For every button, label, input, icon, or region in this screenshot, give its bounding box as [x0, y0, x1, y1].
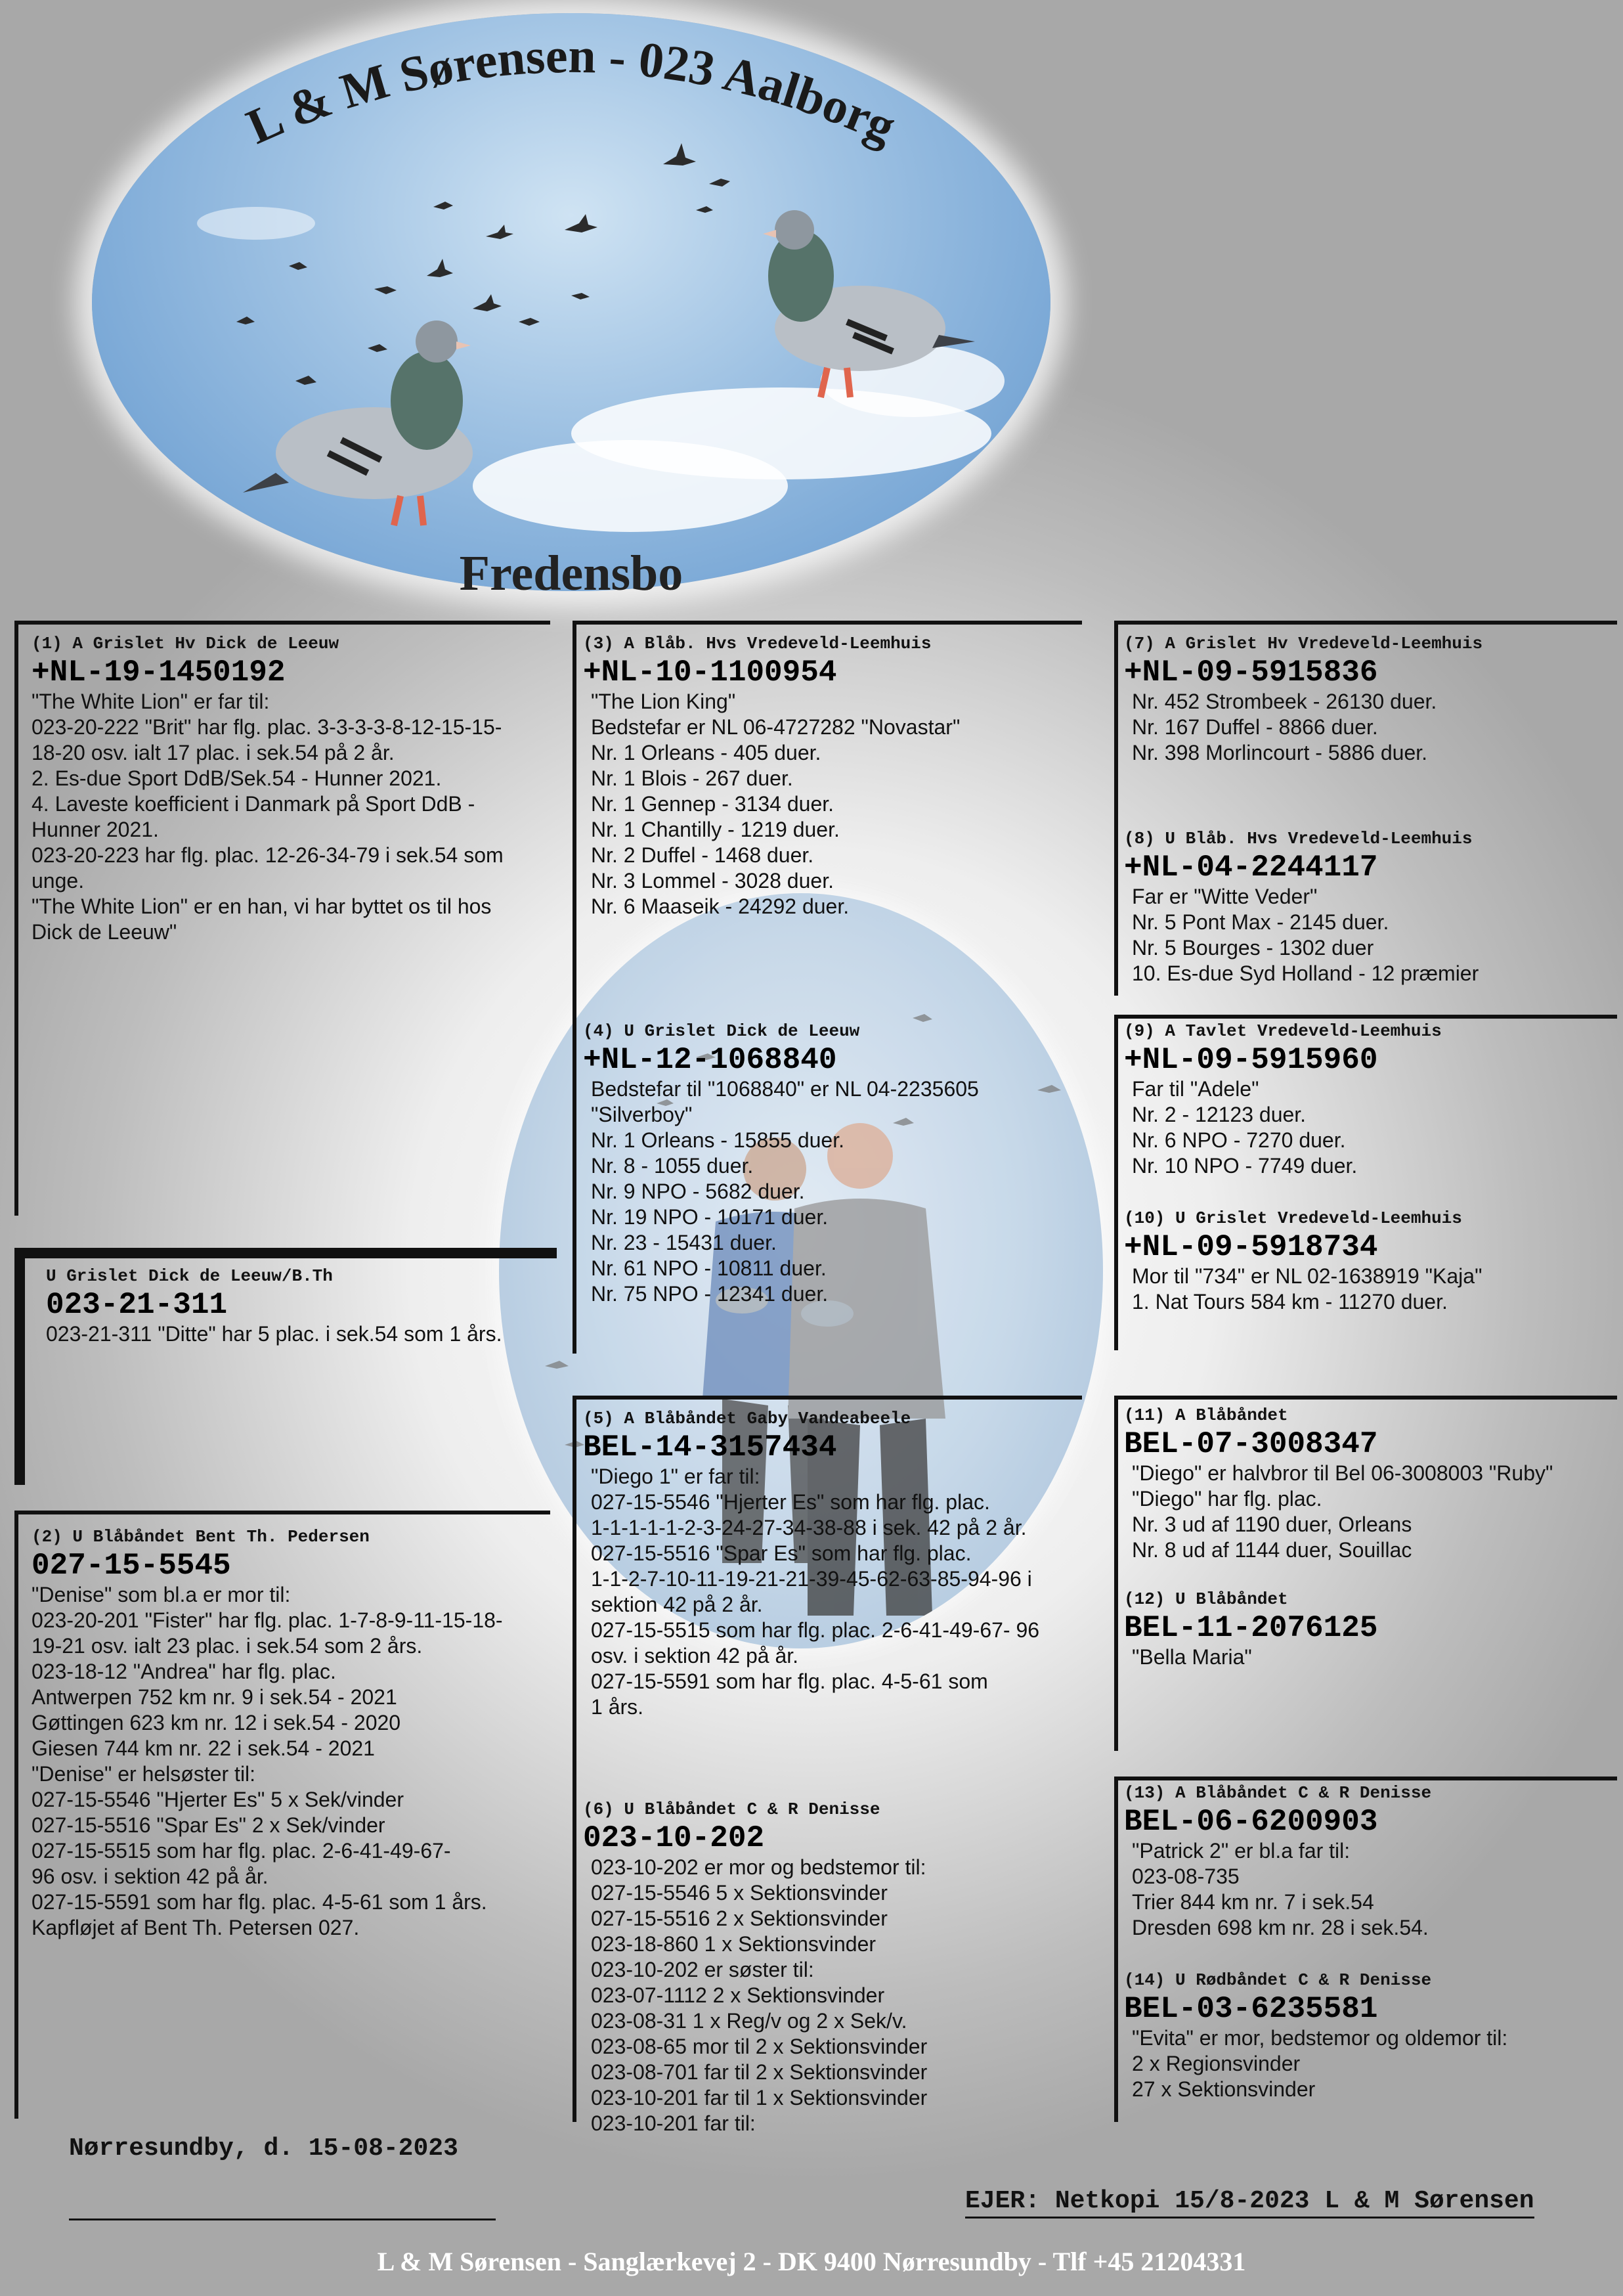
entry-line: Nr. 61 NPO - 10811 duer. — [591, 1256, 827, 1280]
pedigree-entry-7 — [1124, 634, 1616, 766]
entry-header: (11) A Blåbåndet — [1124, 1405, 1288, 1425]
ring-number: BEL-03-6235581 — [1124, 1992, 1378, 2026]
entry-line: Hunner 2021. — [32, 818, 159, 841]
entry-line: 023-21-311 "Ditte" har 5 plac. i sek.54 som 1 års. — [46, 1322, 502, 1346]
ring-number: 023-21-311 — [46, 1288, 228, 1322]
entry-line: 027-15-5516 "Spar Es" som har flg. plac. — [591, 1541, 972, 1565]
ring-number: 023-10-202 — [583, 1821, 765, 1855]
ring-number: BEL-06-6200903 — [1124, 1805, 1378, 1839]
entry-line: Nr. 3 ud af 1190 duer, Orleans — [1132, 1512, 1412, 1536]
pedigree-entry-13 — [1124, 1783, 1616, 1941]
entry-line: Nr. 3 Lommel - 3028 duer. — [591, 869, 834, 893]
ring-number: +NL-10-1100954 — [583, 655, 837, 690]
entry-header: (13) A Blåbåndet C & R Denisse — [1124, 1783, 1432, 1803]
pedigree-entry-4 — [583, 1021, 1082, 1307]
owner-line: EJER: Netkopi 15/8-2023 L & M Sørensen — [965, 2187, 1534, 2219]
pedigree-entry-2 — [32, 1527, 550, 1941]
pedigree-entry-3 — [583, 634, 1082, 919]
entry-line: 10. Es-due Syd Holland - 12 præmier — [1132, 961, 1479, 985]
entry-line: "Denise" som bl.a er mor til: — [32, 1583, 291, 1606]
entry-line: 1. Nat Tours 584 km - 11270 duer. — [1132, 1290, 1448, 1314]
place-date: Nørresundby, d. 15-08-2023 — [69, 2134, 458, 2163]
entry-line: 027-15-5515 som har flg. plac. 2-6-41-49-67- 96 — [591, 1618, 1040, 1642]
entry-line: Nr. 8 ud af 1144 duer, Souillac — [1132, 1538, 1412, 1562]
entry-line: Trier 844 km nr. 7 i sek.54 — [1132, 1890, 1374, 1914]
entry-line: Nr. 1 Gennep - 3134 duer. — [591, 792, 834, 816]
entry-line: Far til "Adele" — [1132, 1077, 1259, 1101]
entry-line: Dick de Leeuw" — [32, 920, 177, 944]
entry-header: U Grislet Dick de Leeuw/B.Th — [46, 1266, 333, 1286]
pedigree-entry-10 — [1124, 1208, 1616, 1315]
entry-line: Gøttingen 623 km nr. 12 i sek.54 - 2020 — [32, 1711, 401, 1734]
entry-line: Nr. 1 Orleans - 15855 duer. — [591, 1128, 844, 1152]
entry-line: 023-20-223 har flg. plac. 12-26-34-79 i sek.54 som — [32, 843, 504, 867]
entry-header: (6) U Blåbåndet C & R Denisse — [583, 1799, 880, 1819]
entry-header: (12) U Blåbåndet — [1124, 1589, 1288, 1609]
pedigree-entry-1 — [32, 634, 550, 945]
entry-line: 027-15-5516 2 x Sektionsvinder — [591, 1907, 888, 1930]
entry-line: Nr. 1 Orleans - 405 duer. — [591, 741, 821, 764]
entry-line: Nr. 5 Pont Max - 2145 duer. — [1132, 910, 1389, 934]
entry-line: 027-15-5515 som har flg. plac. 2-6-41-49-67- — [32, 1839, 451, 1863]
entry-line: Nr. 6 NPO - 7270 duer. — [1132, 1128, 1346, 1152]
entry-line: 023-08-701 far til 2 x Sektionsvinder — [591, 2060, 928, 2084]
entry-line: 023-10-202 er mor og bedstemor til: — [591, 1855, 926, 1879]
entry-line: Bedstefar er NL 06-4727282 "Novastar" — [591, 715, 961, 739]
entry-line: Nr. 23 - 15431 duer. — [591, 1231, 777, 1254]
ring-number: +NL-09-5918734 — [1124, 1230, 1378, 1264]
loft-name: Fredensbo — [459, 546, 683, 601]
entry-line: 023-10-202 er søster til: — [591, 1958, 814, 1981]
entry-line: 023-08-31 1 x Reg/v og 2 x Sek/v. — [591, 2009, 907, 2033]
entry-line: 023-20-222 "Brit" har flg. plac. 3-3-3-3-8-12-15-15- — [32, 715, 502, 739]
entry-line: Dresden 698 km nr. 28 i sek.54. — [1132, 1916, 1429, 1939]
entry-header: (7) A Grislet Hv Vredeveld-Leemhuis — [1124, 634, 1483, 653]
ring-number: BEL-14-3157434 — [583, 1430, 837, 1465]
entry-line: 2. Es-due Sport DdB/Sek.54 - Hunner 2021. — [32, 766, 442, 790]
entry-line: Nr. 398 Morlincourt - 5886 duer. — [1132, 741, 1428, 764]
entry-line: Nr. 10 NPO - 7749 duer. — [1132, 1154, 1358, 1178]
entry-line: Nr. 1 Chantilly - 1219 duer. — [591, 818, 840, 841]
entry-line: "The Lion King" — [591, 690, 736, 713]
entry-line: Nr. 1 Blois - 267 duer. — [591, 766, 793, 790]
entry-line: 023-10-201 far til: — [591, 2111, 756, 2135]
entry-line: Nr. 6 Maaseik - 24292 duer. — [591, 894, 850, 918]
entry-line: "Bella Maria" — [1132, 1645, 1252, 1669]
entry-line: "Silverboy" — [591, 1103, 693, 1126]
entry-line: unge. — [32, 869, 85, 893]
entry-line: 96 osv. i sektion 42 på år. — [32, 1865, 269, 1888]
entry-line: Nr. 2 - 12123 duer. — [1132, 1103, 1307, 1126]
signature-line — [69, 2219, 496, 2220]
entry-header: (2) U Blåbåndet Bent Th. Pedersen — [32, 1527, 370, 1547]
pedigree-entry-9 — [1124, 1021, 1616, 1179]
entry-line: 27 x Sektionsvinder — [1132, 2077, 1316, 2101]
entry-line: "Patrick 2" er bl.a far til: — [1132, 1839, 1351, 1863]
ring-number: +NL-09-5915836 — [1124, 655, 1378, 690]
pedigree-entry-6 — [583, 1799, 1082, 2136]
entry-line: Nr. 167 Duffel - 8866 duer. — [1132, 715, 1378, 739]
entry-line: 023-10-201 far til 1 x Sektionsvinder — [591, 2086, 928, 2109]
entry-line: 4. Laveste koefficient i Danmark på Sport DdB - — [32, 792, 475, 816]
entry-line: 027-15-5516 "Spar Es" 2 x Sek/vinder — [32, 1813, 385, 1837]
contact-footer: L & M Sørensen - Sanglærkevej 2 - DK 9400 Nørresundby - Tlf +45 21204331 — [377, 2247, 1246, 2276]
entry-line: Nr. 19 NPO - 10171 duer. — [591, 1205, 829, 1229]
entry-line: "Denise" er helsøster til: — [32, 1762, 256, 1786]
entry-header: (10) U Grislet Vredeveld-Leemhuis — [1124, 1208, 1462, 1228]
entry-line: Nr. 452 Strombeek - 26130 duer. — [1132, 690, 1437, 713]
ring-number: BEL-11-2076125 — [1124, 1611, 1378, 1645]
entry-line: Nr. 5 Bourges - 1302 duer — [1132, 936, 1374, 960]
entry-line: 023-18-860 1 x Sektionsvinder — [591, 1932, 876, 1956]
entry-header: (9) A Tavlet Vredeveld-Leemhuis — [1124, 1021, 1442, 1041]
entry-line: 18-20 osv. ialt 17 plac. i sek.54 på 2 år. — [32, 741, 395, 764]
entry-line: 023-20-201 "Fister" har flg. plac. 1-7-8-9-11-15-18- — [32, 1608, 503, 1632]
svg-text:L & M Sørensen - 023 Aalborg — [239, 28, 903, 155]
ring-number: +NL-12-1068840 — [583, 1043, 837, 1077]
entry-line: 19-21 osv. ialt 23 plac. i sek.54 som 2 års. — [32, 1634, 423, 1658]
pedigree-entry-12 — [1124, 1589, 1616, 1670]
entry-line: 1-1-1-1-1-2-3-24-27-34-38-88 i sek. 42 på 2 år. — [591, 1516, 1027, 1539]
entry-line: 1 års. — [591, 1695, 644, 1719]
entry-line: Nr. 9 NPO - 5682 duer. — [591, 1180, 805, 1203]
ring-number: 027-15-5545 — [32, 1549, 231, 1583]
pedigree-entry-5 — [583, 1409, 1082, 1720]
ring-number: BEL-07-3008347 — [1124, 1427, 1378, 1461]
entry-header: (4) U Grislet Dick de Leeuw — [583, 1021, 860, 1041]
entry-header: (5) A Blåbåndet Gaby Vandeabeele — [583, 1409, 911, 1428]
pedigree-entry-8 — [1124, 829, 1616, 986]
entry-line: "Diego" er halvbror til Bel 06-3008003 "Ruby" — [1132, 1461, 1553, 1485]
entry-line: 027-15-5546 "Hjerter Es" som har flg. plac. — [591, 1490, 990, 1514]
ring-number: +NL-19-1450192 — [32, 655, 286, 690]
entry-line: Nr. 75 NPO - 12341 duer. — [591, 1282, 829, 1306]
entry-line: 023-18-12 "Andrea" har flg. plac. — [32, 1660, 336, 1683]
entry-line: "Diego 1" er far til: — [591, 1465, 760, 1488]
entry-line: Bedstefar til "1068840" er NL 04-2235605 — [591, 1077, 979, 1101]
entry-line: 023-08-65 mor til 2 x Sektionsvinder — [591, 2035, 928, 2058]
pedigree-entry-11 — [1124, 1405, 1616, 1563]
entry-line: 023-08-735 — [1132, 1865, 1240, 1888]
entry-line: "Evita" er mor, bedstemor og oldemor til: — [1132, 2026, 1508, 2050]
entry-line: 023-07-1112 2 x Sektionsvinder — [591, 1983, 885, 2007]
entry-line: Giesen 744 km nr. 22 i sek.54 - 2021 — [32, 1736, 375, 1760]
ring-number: +NL-09-5915960 — [1124, 1043, 1378, 1077]
entry-header: (14) U Rødbåndet C & R Denisse — [1124, 1970, 1432, 1990]
entry-line: 027-15-5546 "Hjerter Es" 5 x Sek/vinder — [32, 1788, 404, 1811]
page-title: L & M Sørensen - 023 Aalborg — [238, 28, 904, 155]
entry-header: (3) A Blåb. Hvs Vredeveld-Leemhuis — [583, 634, 932, 653]
entry-line: Nr. 8 - 1055 duer. — [591, 1154, 754, 1178]
ring-number: +NL-04-2244117 — [1124, 850, 1378, 885]
pedigree-entry-mid — [46, 1266, 545, 1347]
entry-line: Nr. 2 Duffel - 1468 duer. — [591, 843, 814, 867]
entry-line: 027-15-5591 som har flg. plac. 4-5-61 som — [591, 1669, 988, 1693]
entry-line: 2 x Regionsvinder — [1132, 2052, 1301, 2075]
title-arc — [92, 13, 1050, 210]
entry-line: "Diego" har flg. plac. — [1132, 1487, 1322, 1511]
entry-line: osv. i sektion 42 på år. — [591, 1644, 799, 1667]
entry-line: sektion 42 på 2 år. — [591, 1593, 763, 1616]
entry-line: Far er "Witte Veder" — [1132, 885, 1318, 908]
entry-line: 027-15-5591 som har flg. plac. 4-5-61 som 1 års. — [32, 1890, 487, 1914]
entry-line: "The White Lion" er far til: — [32, 690, 270, 713]
entry-header: (8) U Blåb. Hvs Vredeveld-Leemhuis — [1124, 829, 1473, 849]
entry-line: "The White Lion" er en han, vi har byttet os til hos — [32, 894, 492, 918]
entry-line: Mor til "734" er NL 02-1638919 "Kaja" — [1132, 1264, 1482, 1288]
entry-line: Antwerpen 752 km nr. 9 i sek.54 - 2021 — [32, 1685, 397, 1709]
entry-line: 1-1-2-7-10-11-19-21-21-39-45-62-63-85-94-96 i — [591, 1567, 1032, 1591]
entry-line: 027-15-5546 5 x Sektionsvinder — [591, 1881, 888, 1905]
pedigree-entry-14 — [1124, 1970, 1616, 2102]
entry-header: (1) A Grislet Hv Dick de Leeuw — [32, 634, 339, 653]
entry-line: Kapfløjet af Bent Th. Petersen 027. — [32, 1916, 360, 1939]
